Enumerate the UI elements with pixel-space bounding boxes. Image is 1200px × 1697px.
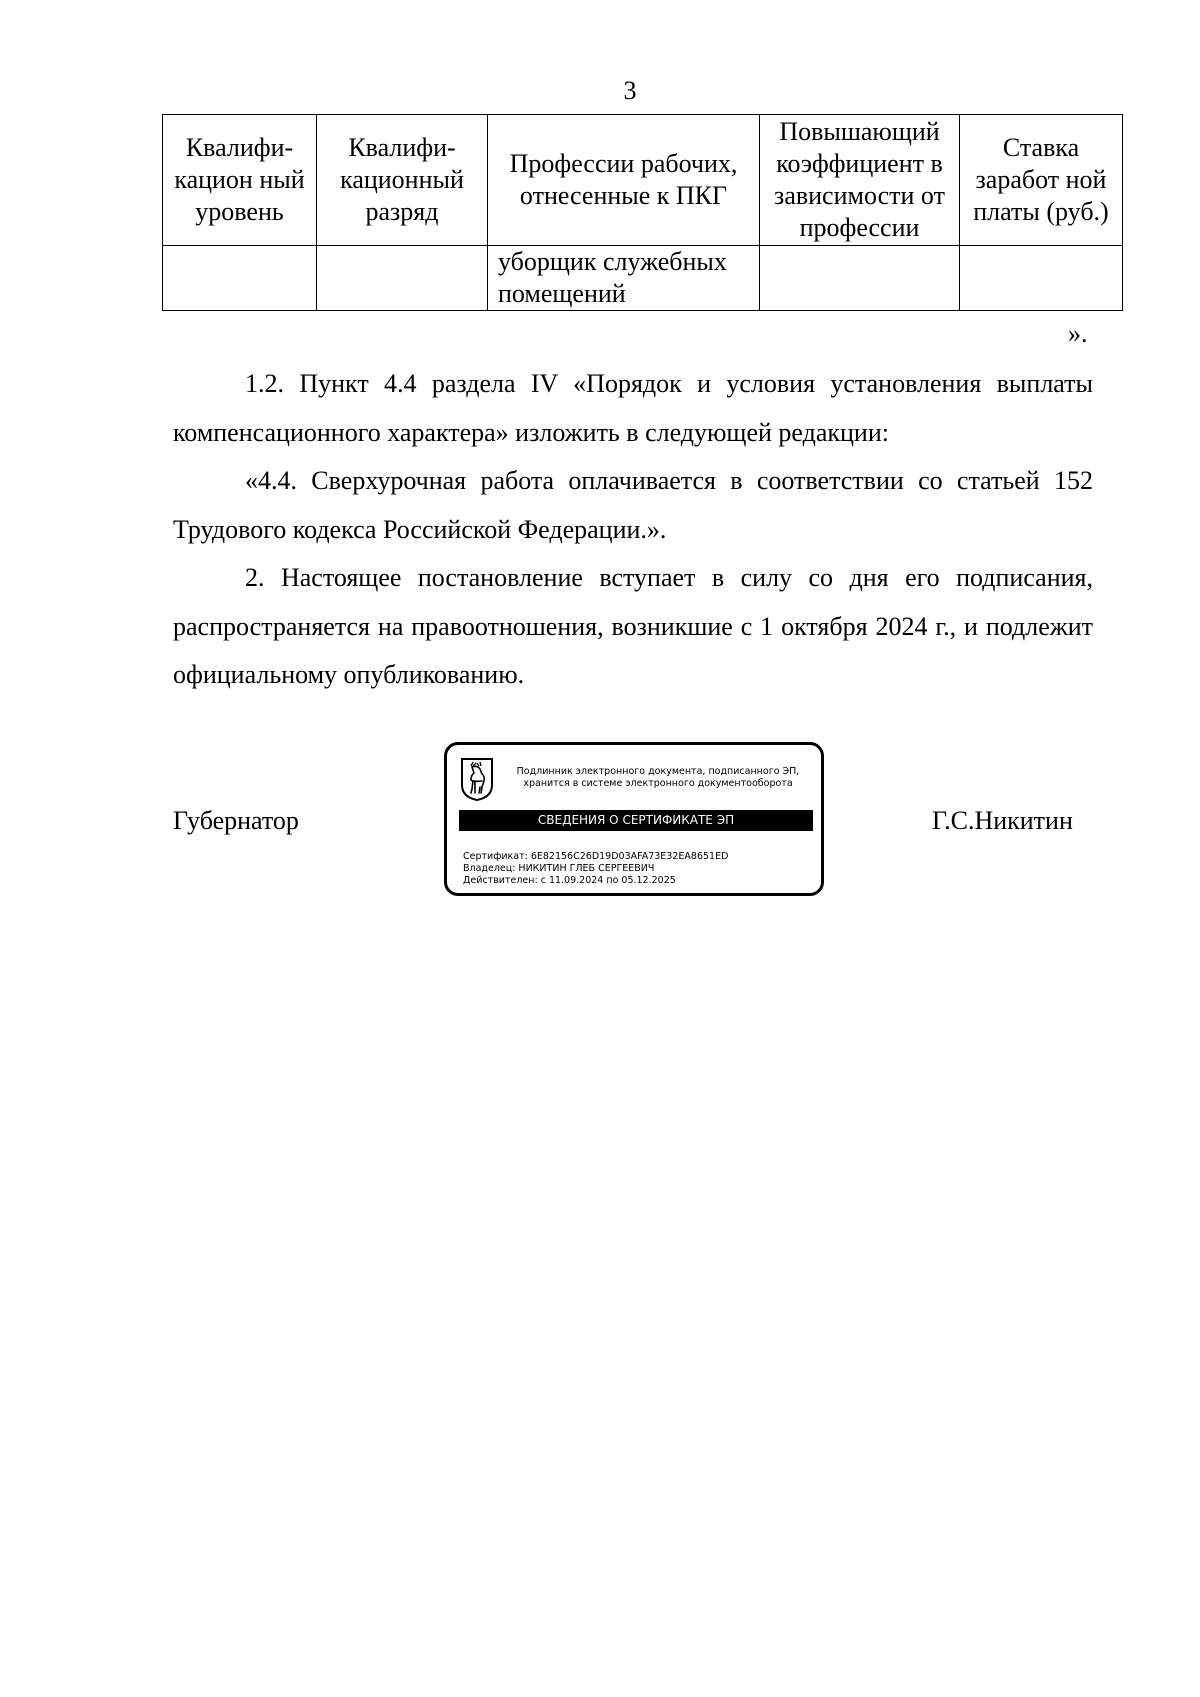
- certificate-details: [463, 851, 728, 887]
- header-qualification-grade: Квалифи-кационный разряд: [317, 115, 488, 246]
- header-qualification-level: Квалифи-кацион ный уровень: [163, 115, 317, 246]
- table-cell: [760, 246, 960, 311]
- table-row: [163, 246, 1123, 311]
- certificate-validity: Действителен: с 11.09.2024 по 05.12.2025: [463, 875, 676, 886]
- signatory-name: Г.С.Никитин: [932, 806, 1073, 835]
- certificate-info-bar: СВЕДЕНИЯ О СЕРТИФИКАТЕ ЭП: [459, 810, 813, 831]
- stamp-header-line: хранится в системе электронного документооборота: [523, 778, 793, 789]
- closing-quote: ».: [1068, 319, 1088, 348]
- stamp-header-line: Подлинник электронного документа, подписанного ЭП,: [516, 766, 800, 777]
- qualification-table: [162, 114, 1123, 311]
- certificate-owner: Владелец: НИКИТИН ГЛЕБ СЕРГЕЕВИЧ: [463, 863, 655, 874]
- table-cell: [163, 246, 317, 311]
- header-wage-rate: Ставка заработ ной платы (руб.): [960, 115, 1123, 246]
- e-signature-stamp: [444, 742, 824, 896]
- document-body: [173, 360, 1093, 700]
- stamp-header: [497, 766, 819, 790]
- table-cell: [960, 246, 1123, 311]
- page-number: 3: [623, 76, 637, 105]
- header-coefficient: Повышающий коэффициент в зависимости от профессии: [760, 115, 960, 246]
- paragraph-2: 2. Настоящее постановление вступает в силу со дня его подписания, распространяется на правоотношения, возникшие с 1 октября 2024 г., и подлежит официальному опубликованию.: [173, 563, 1093, 689]
- table-header-row: [163, 115, 1123, 246]
- header-professions: Профессии рабочих, отнесенные к ПКГ: [488, 115, 760, 246]
- signatory-title: Губернатор: [173, 806, 299, 835]
- table-cell: [317, 246, 488, 311]
- paragraph-1-2: 1.2. Пункт 4.4 раздела IV «Порядок и условия установления выплаты компенсационного характера» изложить в следующей редакции:: [173, 369, 1093, 447]
- paragraph-4-4: «4.4. Сверхурочная работа оплачивается в соответствии со статьей 152 Трудового кодекса Российской Федерации.».: [173, 466, 1093, 544]
- table-cell: уборщик служебных помещений: [488, 246, 760, 311]
- deer-crest-icon: [460, 757, 494, 801]
- certificate-number: Сертификат: 6E82156C26D19D03AFA73E32EA8651ED: [463, 851, 729, 862]
